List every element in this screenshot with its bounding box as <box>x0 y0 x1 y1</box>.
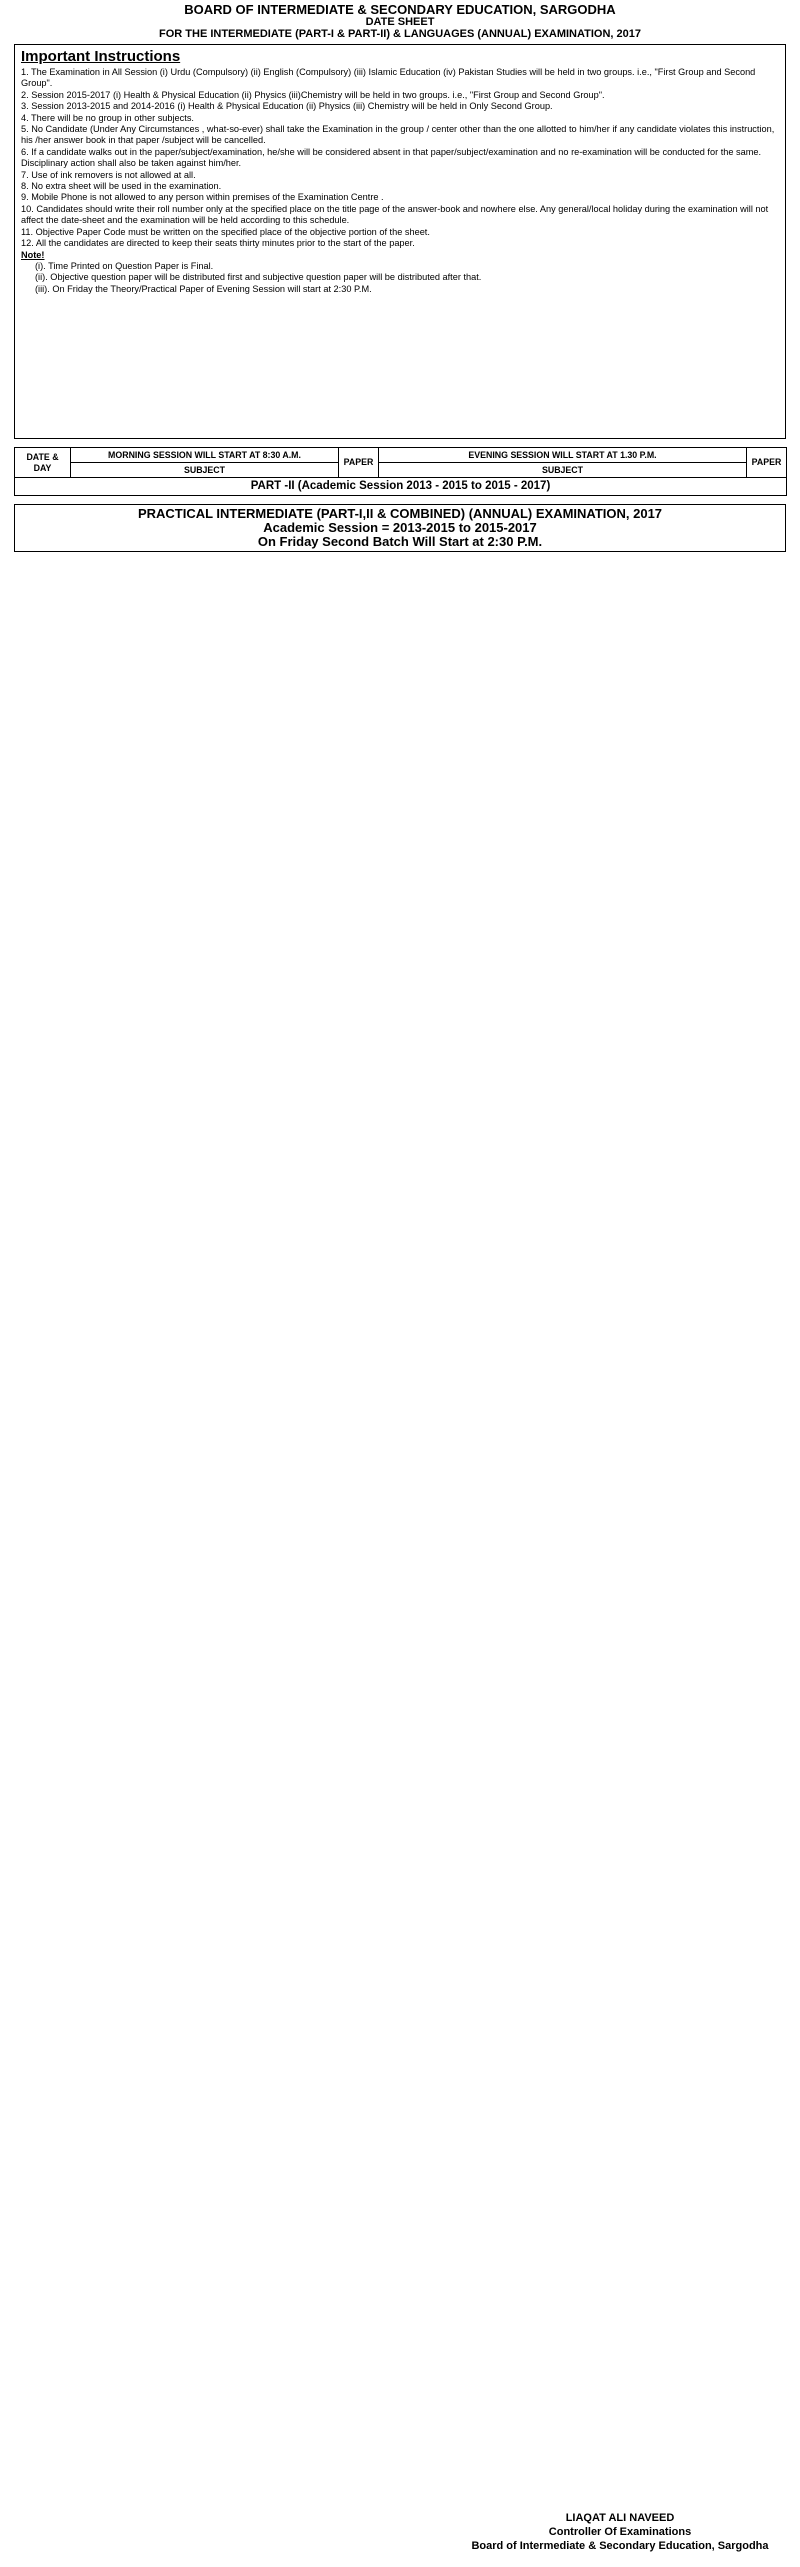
note-item: (iii). On Friday the Theory/Practical Paper of Evening Session will start at 2:30 P.M. <box>35 283 372 294</box>
practical-title: PRACTICAL INTERMEDIATE (PART-I,II & COMBINED) (ANNUAL) EXAMINATION, 2017 <box>137 505 663 521</box>
practical-session: Academic Session = 2013-2015 to 2015-2017 <box>263 519 537 535</box>
instruction-item: 5. No Candidate (Under Any Circumstances , what-so-ever) shall take the Examination in the group / center other than the one allotted to him/her if any candidate violates this instruction, his /her answer book in that paper /subject will be cancelled. <box>21 124 775 146</box>
instruction-item: 12. All the candidates are directed to keep their seats thirty minutes prior to the start of the paper. <box>21 238 415 249</box>
table-header-row <box>15 448 787 463</box>
page-header <box>0 0 800 40</box>
instruction-item: 10. Candidates should write their roll number only at the specified place on the title page of the answer-book and nowhere else. Any general/local holiday during the examination will not affect the date-sheet and the examination will be held according to this schedule. <box>21 203 769 226</box>
exam-title: FOR THE INTERMEDIATE (PART-I & PART-II) & LANGUAGES (ANNUAL) EXAMINATION, 2017 <box>159 28 641 40</box>
table-subheader-row <box>15 463 787 478</box>
note-item: (ii). Objective question paper will be distributed first and subjective question paper will be distributed after that. <box>35 272 482 283</box>
instruction-item: 7. Use of ink removers is not allowed at all. <box>21 169 196 180</box>
instructions-title: Important Instructions <box>21 48 181 65</box>
instruction-item: 1. The Examination in All Session (i) Urdu (Compulsory) (ii) English (Compulsory) (iii) Islamic Education (iv) Pakistan Studies will be held in two groups. i.e., "First Group and Second Group". <box>21 67 756 89</box>
practical-header <box>15 505 785 551</box>
col-evening-header: EVENING SESSION WILL START AT 1.30 P.M. <box>379 448 747 463</box>
note-label: Note! <box>21 249 45 260</box>
part-title-row <box>15 478 787 496</box>
col-date-header: DATE & DAY <box>15 448 71 478</box>
col-subject-header: SUBJECT <box>71 463 339 478</box>
instruction-item: 3. Session 2013-2015 and 2014-2016 (i) Health & Physical Education (ii) Physics (iii) Chemistry will be held in Only Second Group. <box>21 101 553 112</box>
practical-friday-note: On Friday Second Batch Will Start at 2:30 P.M. <box>257 533 543 549</box>
board-title: BOARD OF INTERMEDIATE & SECONDARY EDUCATION, SARGODHA <box>184 2 616 17</box>
note-list <box>21 261 779 295</box>
signatory-board: Board of Intermediate & Secondary Education, Sargodha <box>471 2540 769 2552</box>
col-paper-header-2: PAPER <box>747 448 787 478</box>
instruction-item: 11. Objective Paper Code must be written on the specified place of the objective portion of the sheet. <box>21 226 430 237</box>
instruction-item: 9. Mobile Phone is not allowed to any person within premises of the Examination Centre . <box>21 192 384 203</box>
signature-block <box>470 2511 770 2553</box>
sheet-title: DATE SHEET <box>365 16 435 28</box>
part-title: PART -II (Academic Session 2013 - 2015 to 2015 - 2017) <box>15 478 787 496</box>
date-sheet-table <box>14 447 787 496</box>
col-morning-header: MORNING SESSION WILL START AT 8:30 A.M. <box>71 448 339 463</box>
signatory-name: LIAQAT ALI NAVEED <box>565 2512 675 2524</box>
instruction-list <box>21 67 779 250</box>
instruction-item: 4. There will be no group in other subjects. <box>21 112 194 123</box>
signatory-title: Controller Of Examinations <box>548 2526 692 2538</box>
instruction-item: 8. No extra sheet will be used in the examination. <box>21 181 222 192</box>
practical-schedule <box>14 504 786 552</box>
note-item: (i). Time Printed on Question Paper is Final. <box>35 260 214 271</box>
instruction-item: 2. Session 2015-2017 (i) Health & Physical Education (ii) Physics (iii)Chemistry will be held in two groups. i.e., "First Group and Second Group". <box>21 89 605 100</box>
instructions-box <box>14 44 786 439</box>
instruction-item: 6. If a candidate walks out in the paper/subject/examination, he/she will be considered absent in that paper/subject/examination and no re-examination will be conducted for the same. Disciplinary action shall also be taken against him/her. <box>21 146 762 169</box>
col-paper-header: PAPER <box>339 448 379 478</box>
col-subject-header-2: SUBJECT <box>379 463 747 478</box>
